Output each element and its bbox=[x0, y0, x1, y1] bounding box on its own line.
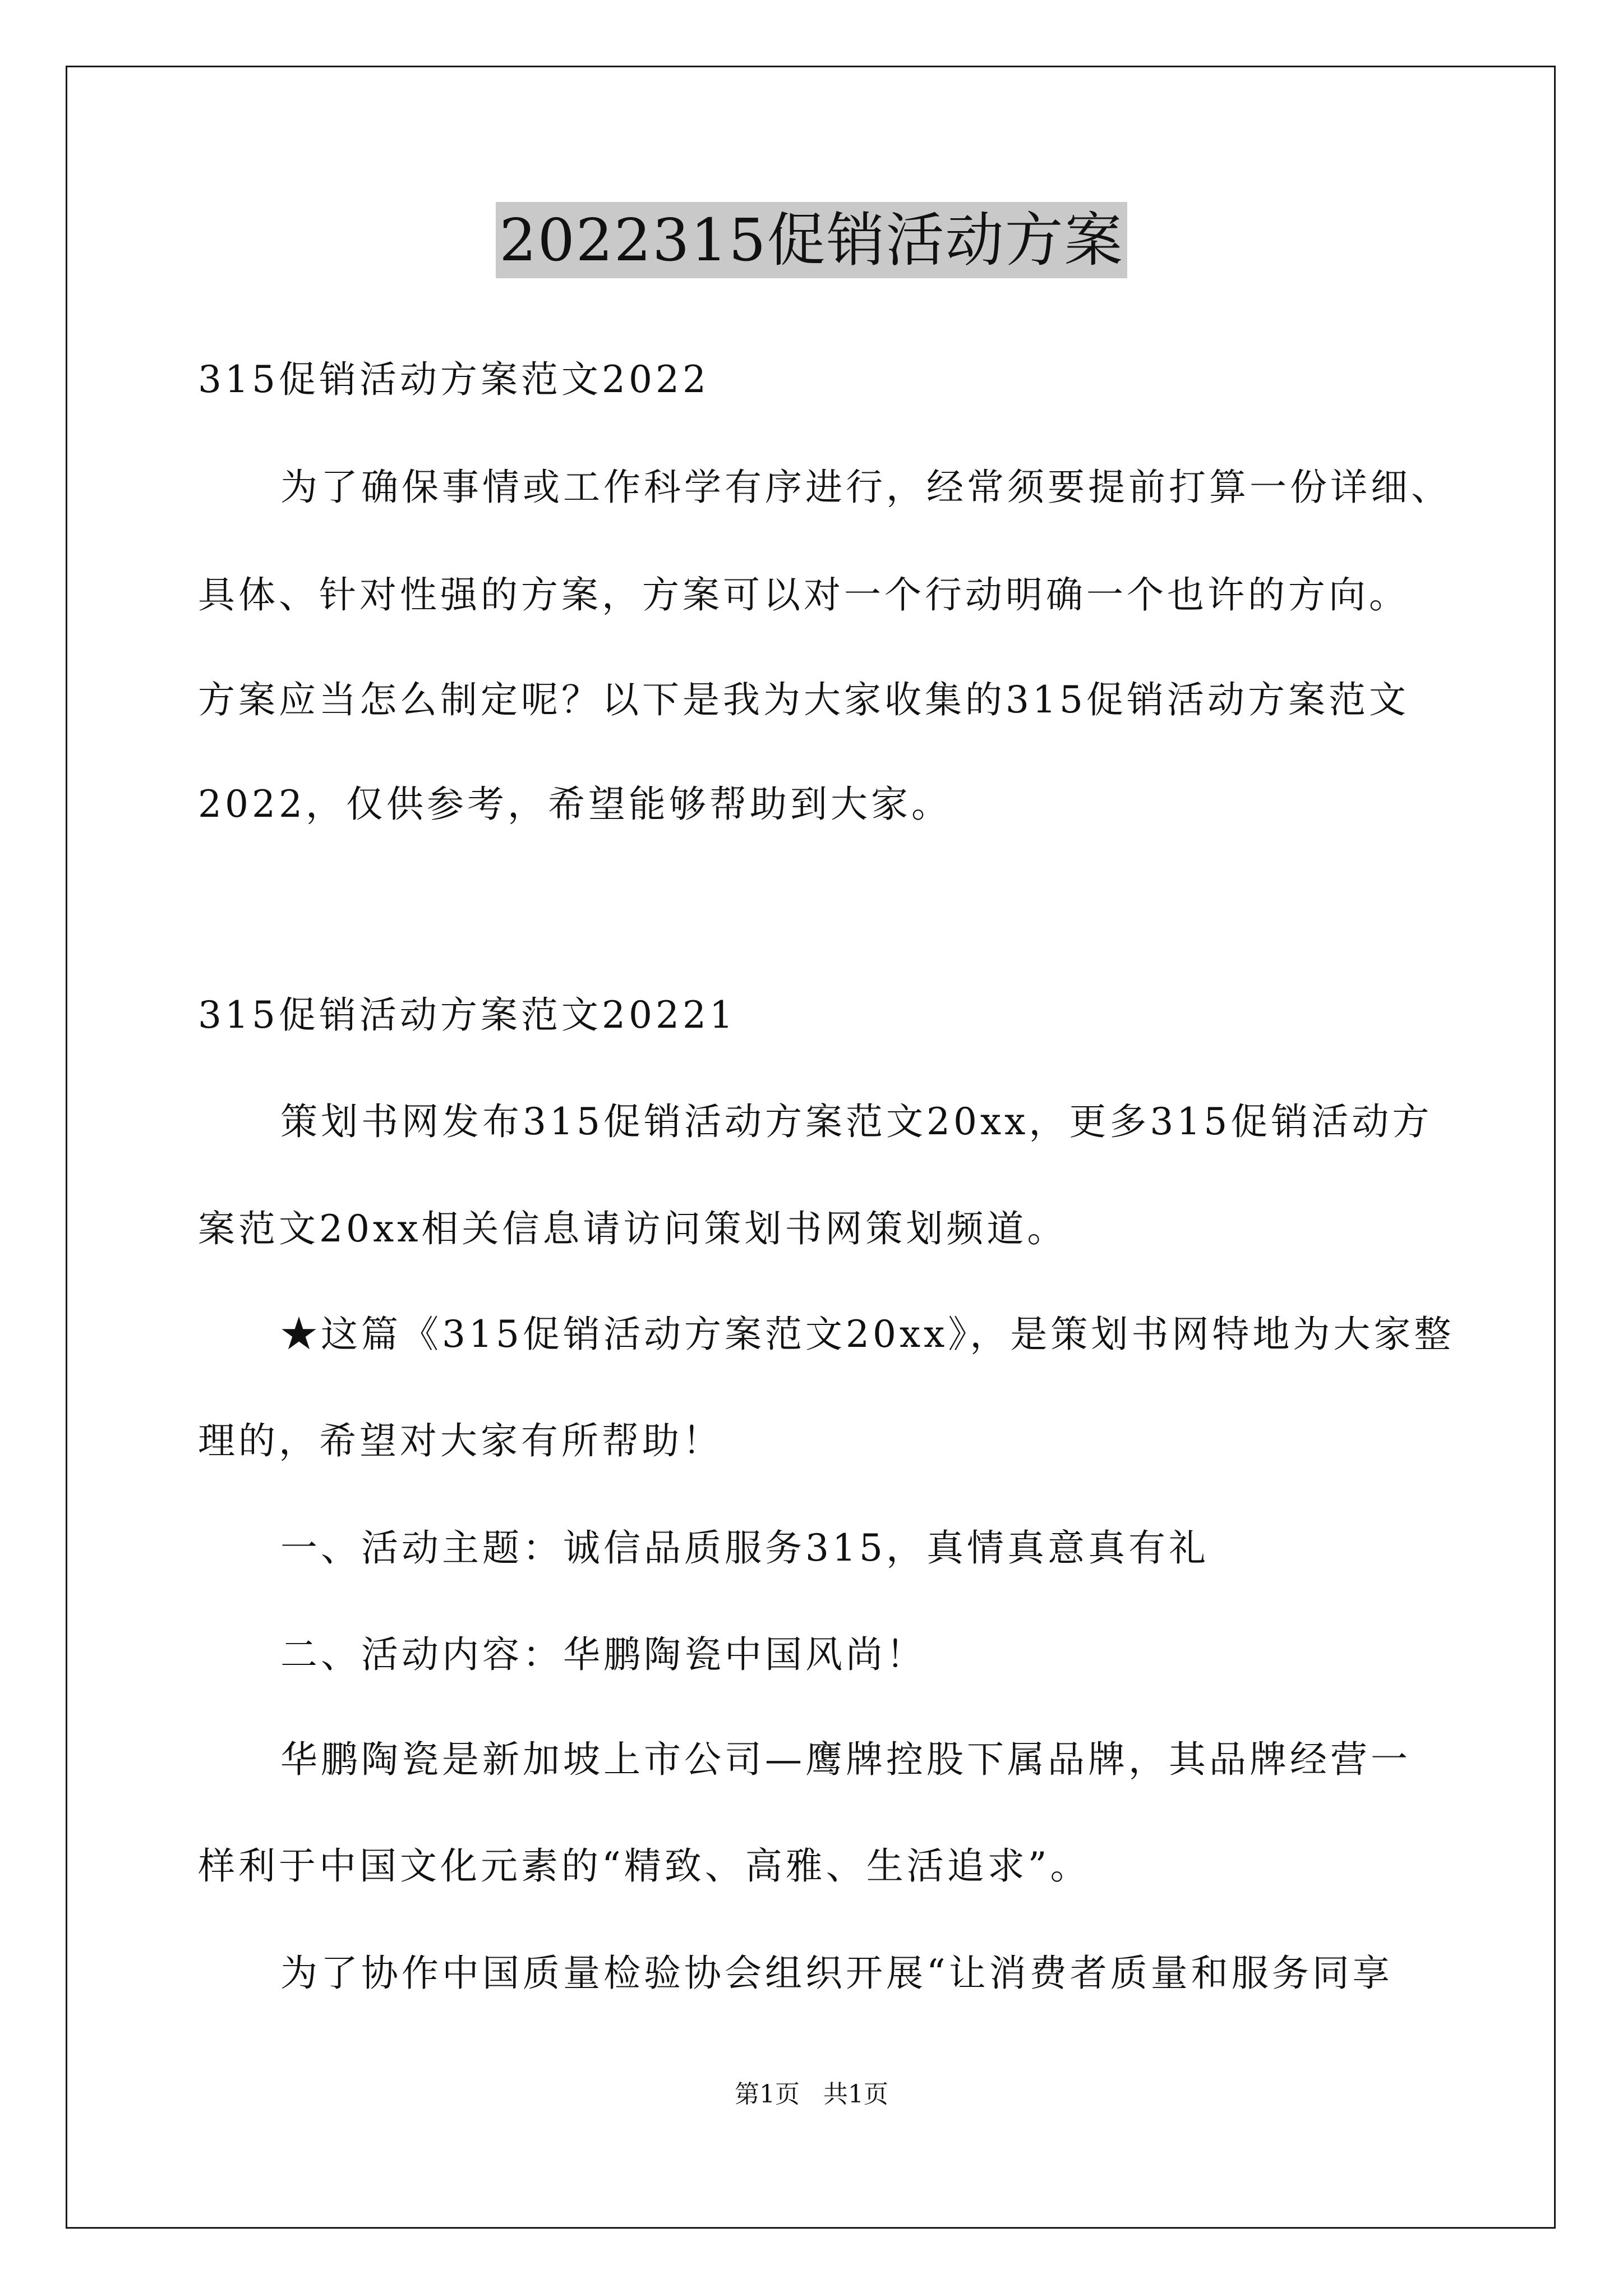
paragraph-line: 华鹏陶瓷是新加坡上市公司—鹰牌控股下属品牌，其品牌经营一 bbox=[280, 1738, 1411, 1781]
page-total: 共1页 bbox=[823, 2080, 888, 2109]
paragraph-line: 样利于中国文化元素的“精致、高雅、生活追求”。 bbox=[198, 1844, 1091, 1888]
paragraph-line: 策划书网发布315促销活动方案范文20xx，更多315促销活动方 bbox=[280, 1100, 1433, 1143]
page-number: 第1页 bbox=[735, 2080, 800, 2109]
paragraph-line: 理的，希望对大家有所帮助！ bbox=[198, 1419, 723, 1462]
paragraph-line: 具体、针对性强的方案，方案可以对一个行动明确一个也许的方向。 bbox=[198, 573, 1409, 616]
page-footer bbox=[0, 2078, 1623, 2111]
paragraph-line: 二、活动内容：华鹏陶瓷中国风尚！ bbox=[280, 1633, 926, 1676]
paragraph-line: 一、活动主题：诚信品质服务315，真情真意真有礼 bbox=[280, 1526, 1209, 1570]
paragraph-line: 方案应当怎么制定呢？以下是我为大家收集的315促销活动方案范文 bbox=[198, 678, 1409, 721]
document-title: 2022315促销活动方案 bbox=[496, 202, 1127, 278]
paragraph-line: 案范文20xx相关信息请访问策划书网策划频道。 bbox=[198, 1207, 1068, 1250]
paragraph-line: 2022，仅供参考，希望能够帮助到大家。 bbox=[198, 783, 952, 826]
paragraph-line: 为了协作中国质量检验协会组织开展“让消费者质量和服务同享 bbox=[280, 1952, 1393, 1995]
paragraph-line: 为了确保事情或工作科学有序进行，经常须要提前打算一份详细、 bbox=[280, 466, 1451, 509]
title-container bbox=[0, 202, 1623, 278]
subtitle-line: 315促销活动方案范文2022 bbox=[198, 358, 709, 401]
section-heading: 315促销活动方案范文20221 bbox=[198, 993, 736, 1037]
paragraph-line: ★这篇《315促销活动方案范文20xx》，是策划书网特地为大家整 bbox=[280, 1313, 1455, 1356]
